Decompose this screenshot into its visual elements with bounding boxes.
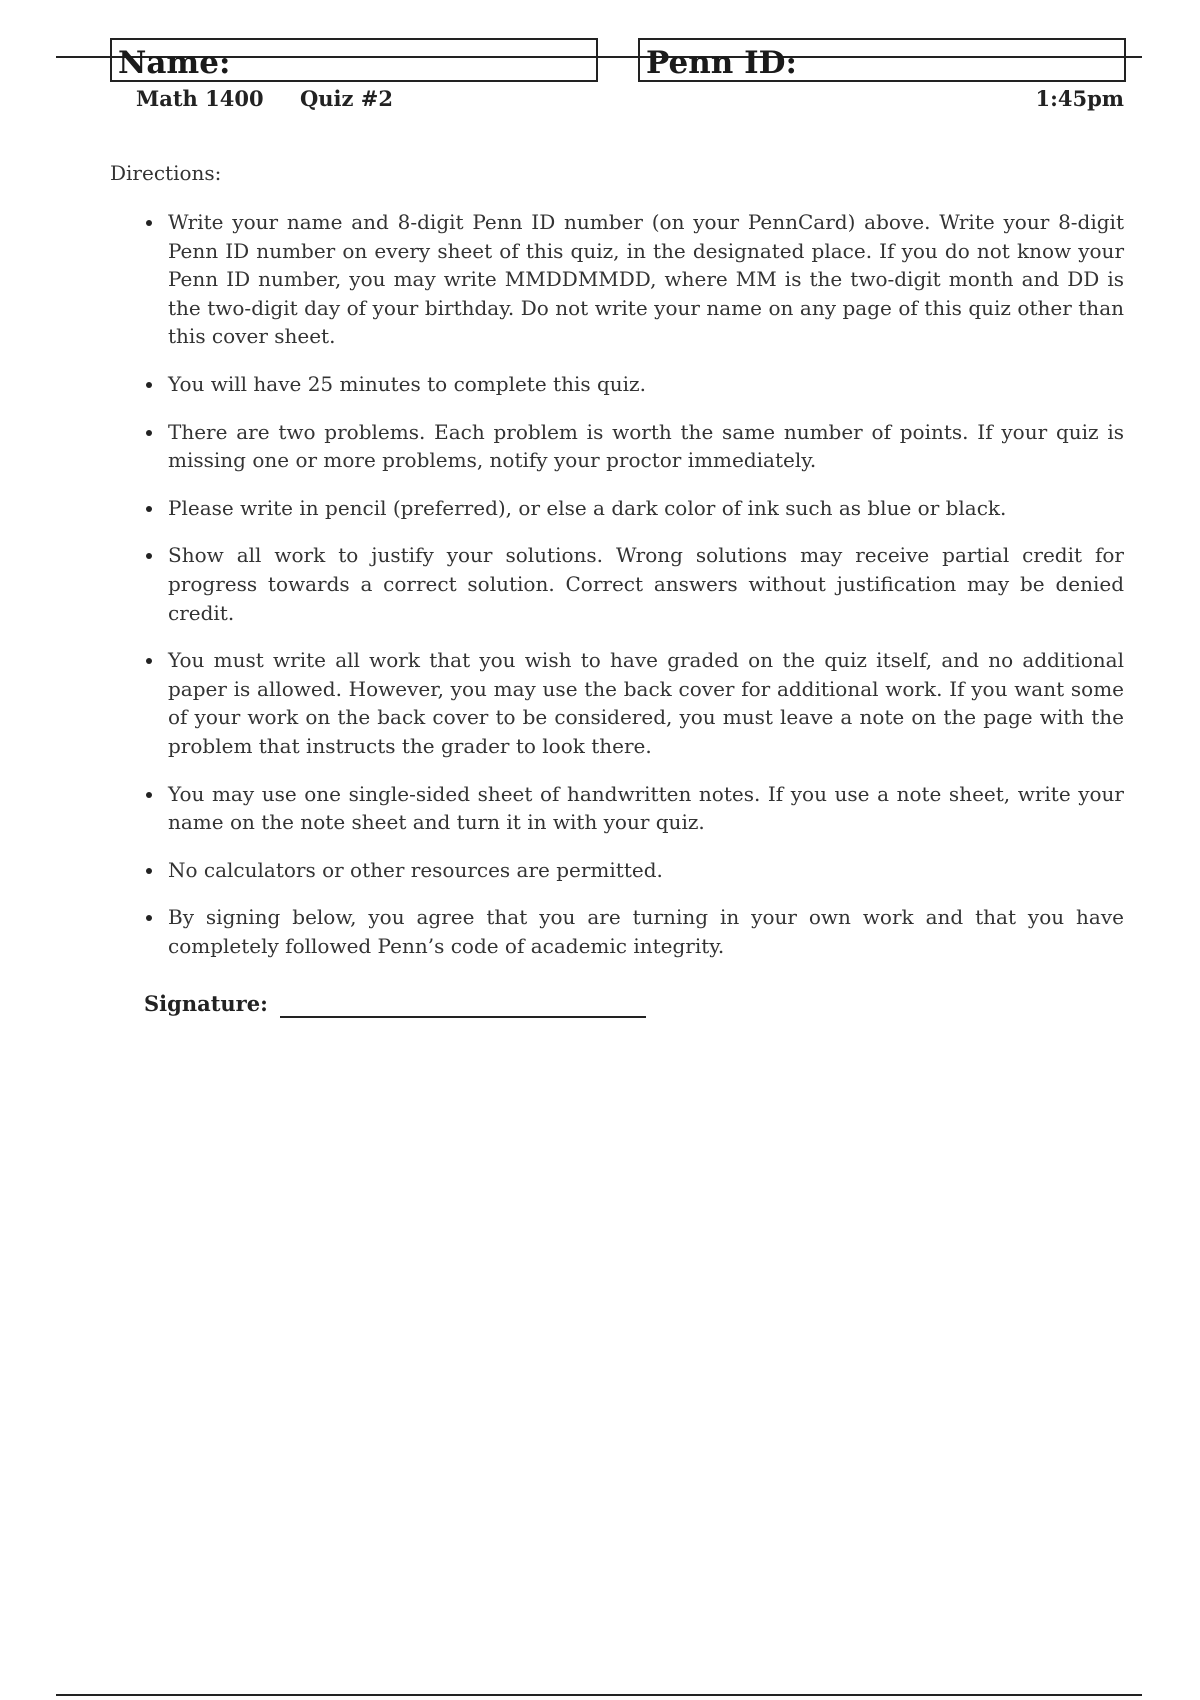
direction-text: You must write all work that you wish to have graded on the quiz itself, and no additional paper is allowed. However, you may use the back cover for additional work. If you want some of your work on the back cover to be considered, you must leave a note on the page with the problem that instructs the grader to look there.: [168, 648, 1124, 758]
bullet-icon: [146, 553, 152, 559]
direction-text: Please write in pencil (preferred), or else a dark color of ink such as blue or black.: [168, 495, 1007, 520]
direction-text: Write your name and 8-digit Penn ID number (on your PennCard) above. Write your 8-digit Penn ID number on every sheet of this quiz, in the designated place. If you do not know your Penn ID number, you may write MMDDMMDD, where MM is the two-digit month and DD is the two-digit day of your birthday. Do not write your name on any page of this quiz other than this cover sheet.: [168, 210, 1124, 349]
direction-text: You will have 25 minutes to complete this quiz.: [168, 371, 646, 396]
quiz-number: Quiz #2: [300, 86, 393, 111]
list-item: [110, 856, 1124, 885]
directions-list: [110, 208, 1124, 979]
list-item: [110, 208, 1124, 351]
bullet-icon: [146, 915, 152, 921]
bullet-icon: [146, 792, 152, 798]
penn-id-field[interactable]: [638, 38, 1126, 82]
signature-line[interactable]: [280, 992, 646, 1018]
course-name: Math 1400: [136, 86, 264, 111]
bullet-icon: [146, 506, 152, 512]
list-item: [110, 780, 1124, 837]
quiz-time: 1:45pm: [1035, 86, 1124, 111]
direction-text: By signing below, you agree that you are turning in your own work and that you have completely followed Penn’s code of academic integrity.: [168, 905, 1124, 958]
penn-id-label: Penn ID:: [646, 45, 797, 81]
list-item: [110, 418, 1124, 475]
list-item: [110, 494, 1124, 523]
name-field[interactable]: [110, 38, 598, 82]
name-label: Name:: [118, 45, 231, 81]
direction-text: No calculators or other resources are permitted.: [168, 857, 663, 882]
list-item: [110, 646, 1124, 760]
bullet-icon: [146, 658, 152, 664]
bottom-rule: [56, 1694, 1142, 1696]
signature-row: [144, 990, 646, 1018]
direction-text: You may use one single-sided sheet of handwritten notes. If you use a note sheet, write your name on the note sheet and turn it in with your quiz.: [168, 781, 1124, 835]
list-item: [110, 541, 1124, 627]
directions-heading: Directions:: [110, 161, 222, 185]
direction-text: There are two problems. Each problem is worth the same number of points. If your quiz is missing one or more problems, notify your proctor immediately.: [168, 419, 1124, 473]
bullet-icon: [146, 382, 152, 388]
bullet-icon: [146, 430, 152, 436]
bullet-icon: [146, 220, 152, 226]
direction-text: Show all work to justify your solutions. Wrong solutions may receive partial credit for progress towards a correct solution. Correct answers without justification may be denied credit.: [168, 543, 1124, 625]
signature-label: Signature:: [144, 991, 268, 1016]
bullet-icon: [146, 868, 152, 874]
list-item: [110, 370, 1124, 399]
list-item: [110, 903, 1124, 960]
